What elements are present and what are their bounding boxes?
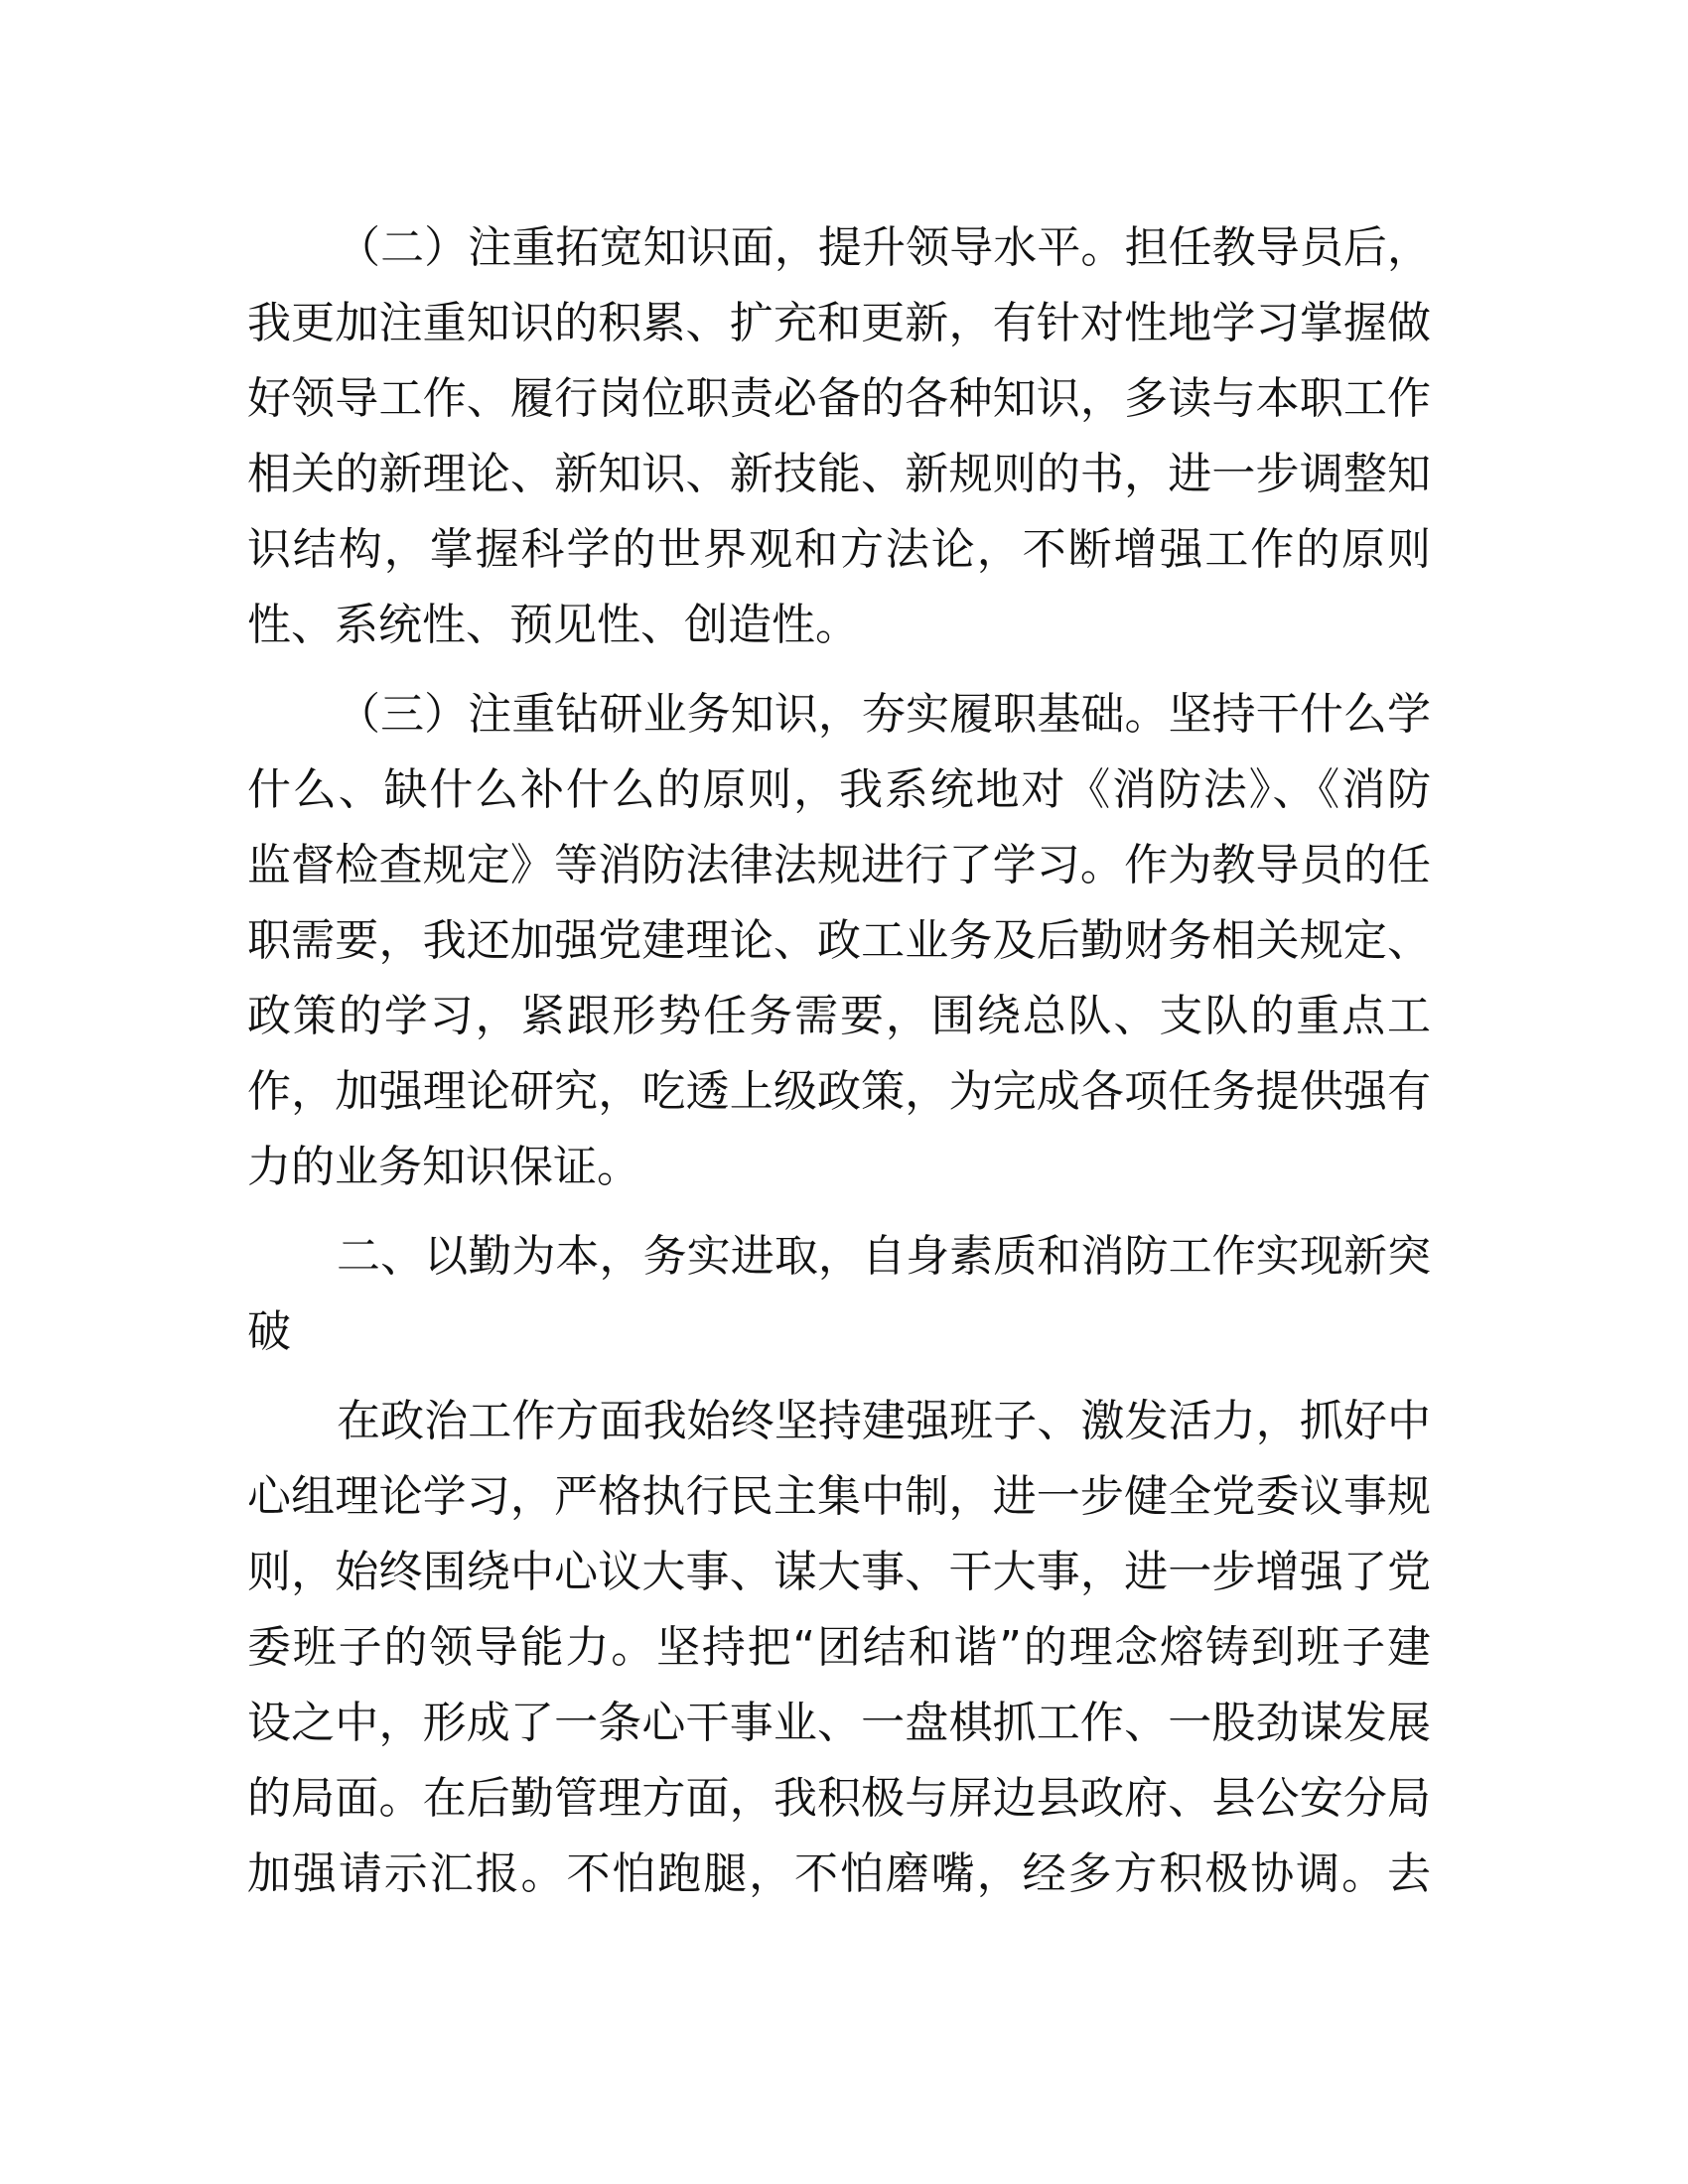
paragraph	[247, 210, 1431, 663]
text-line: 破	[247, 1306, 291, 1357]
text-line: 委班子的领导能力。坚持把“团结和谐”的理念熔铸到班子建	[247, 1622, 1431, 1673]
text-line: 设之中，形成了一条心干事业、一盘棋抓工作、一股劲谋发展	[247, 1698, 1431, 1748]
text-line: 政策的学习，紧跟形势任务需要，围绕总队、支队的重点工	[247, 991, 1431, 1041]
paragraph	[247, 1219, 1431, 1370]
text-line: 心组理论学习，严格执行民主集中制，进一步健全党委议事规	[247, 1471, 1431, 1522]
text-line: 加强请示汇报。不怕跑腿，不怕磨嘴，经多方积极协调。去	[247, 1848, 1431, 1899]
text-line: 好领导工作、履行岗位职责必备的各种知识，多读与本职工作	[247, 373, 1431, 424]
text-line: 则，始终围绕中心议大事、谋大事、干大事，进一步增强了党	[247, 1547, 1431, 1597]
text-line: 性、系统性、预见性、创造性。	[247, 600, 859, 650]
text-line: 作，加强理论研究，吃透上级政策，为完成各项任务提供强有	[247, 1066, 1431, 1117]
text-line: 相关的新理论、新知识、新技能、新规则的书，进一步调整知	[247, 449, 1431, 499]
text-line: 我更加注重知识的积累、扩充和更新，有针对性地学习掌握做	[247, 298, 1431, 348]
text-line: （三）注重钻研业务知识，夯实履职基础。坚持干什么学	[337, 689, 1431, 740]
text-line: 职需要，我还加强党建理论、政工业务及后勤财务相关规定、	[247, 915, 1431, 966]
text-line: 的局面。在后勤管理方面，我积极与屏边县政府、县公安分局	[247, 1773, 1431, 1824]
paragraph	[247, 1384, 1431, 1912]
paragraph	[247, 677, 1431, 1205]
text-line: （二）注重拓宽知识面，提升领导水平。担任教导员后，	[337, 222, 1431, 273]
text-line: 力的业务知识保证。	[247, 1142, 640, 1192]
text-line: 在政治工作方面我始终坚持建强班子、激发活力，抓好中	[337, 1396, 1431, 1446]
text-line: 二、以勤为本，务实进取，自身素质和消防工作实现新突	[337, 1231, 1431, 1282]
document-page	[247, 210, 1431, 1926]
text-line: 识结构，掌握科学的世界观和方法论，不断增强工作的原则	[247, 524, 1431, 575]
text-line: 什么、缺什么补什么的原则，我系统地对《消防法》、《消防	[247, 764, 1431, 815]
text-line: 监督检查规定》等消防法律法规进行了学习。作为教导员的任	[247, 840, 1431, 890]
